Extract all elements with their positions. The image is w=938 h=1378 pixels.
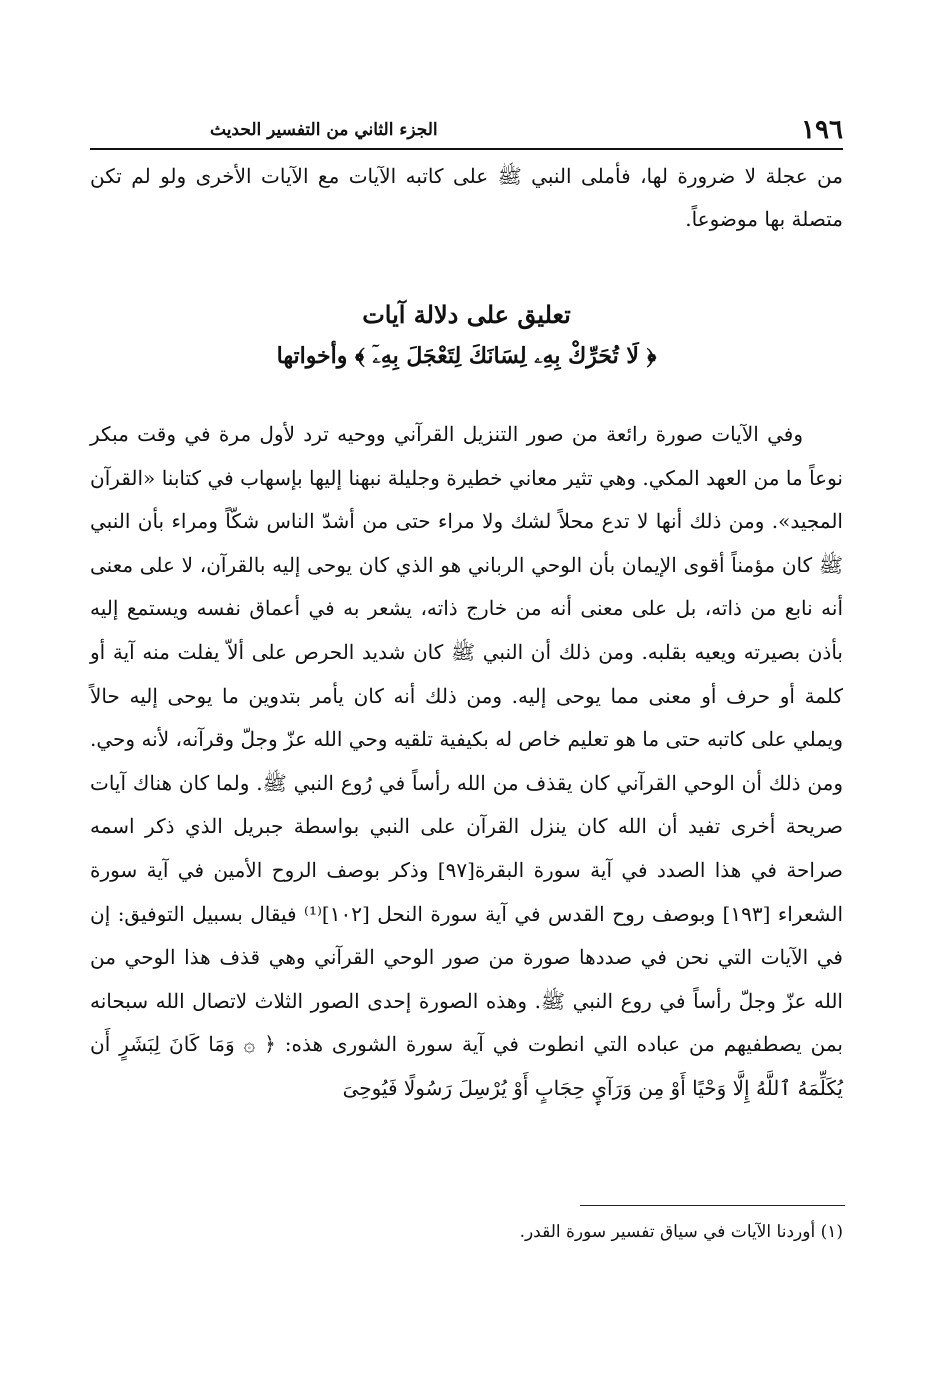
page-number: ١٩٦ bbox=[801, 115, 843, 145]
footnote-divider bbox=[580, 1205, 845, 1206]
body-paragraph: وفي الآيات صورة رائعة من صور التنزيل القرآني ووحيه ترد لأول مرة في وقت مبكر نوعاً ما من العهد المكي. وهي تثير معاني خطيرة وجليلة نبهنا إليها بإسهاب في كتابنا «القرآن المجيد». ومن ذلك أنها لا تدع محلاً لشك ولا مراء حتى من أشدّ الناس شكّاً ومراء بأن النبي ﷺ كان مؤمناً أقوى الإيمان بأن الوحي الرباني هو الذي كان يوحى إليه بالقرآن، لا على معنى أنه نابع من ذاته، بل على معنى أنه من خارج ذاته، يشعر به في أعماق نفسه ويستمع إليه بأذن بصيرته ويعيه بقلبه. ومن ذلك أن النبي ﷺ كان شديد الحرص على ألاّ يفلت منه آية أو كلمة أو حرف أو معنى مما يوحى إليه. ومن ذلك أنه كان يأمر بتدوين ما يوحى إليه حالاً ويملي على كاتبه حتى ما هو تعليم خاص له بكيفية تلقيه وحي الله عزّ وجلّ وقرآنه، لأنه وحي. ومن ذلك أن الوحي القرآني كان يقذف من الله رأساً في رُوع النبي ﷺ. ولما كان هناك آيات صريحة أخرى تفيد أن الله كان ينزل القرآن على النبي بواسطة جبريل الذي ذكر اسمه صراحة في هذا الصدد في آية سورة البقرة[٩٧] وذكر بوصف الروح الأمين في آية سورة الشعراء [١٩٣] وبوصف روح القدس في آية سورة النحل [١٠٢]⁽¹⁾ فيقال بسبيل التوفيق: إن في الآيات التي نحن في صددها صورة من صور الوحي القرآني وهي قذف هذا الوحي من الله عزّ وجلّ رأساً في روع النبي ﷺ. وهذه الصورة إحدى الصور الثلاث لاتصال الله سبحانه بمن يصطفيهم من عباده التي انطوت في آية سورة الشورى هذه: ﴿ ۞ وَمَا كَانَ لِبَشَرٍ أَن يُكَلِّمَهُ ٱللَّهُ إِلَّا وَحْيًا أَوْ مِن وَرَآيِٕ حِجَابٍ أَوْ يُرْسِلَ رَسُولًا فَيُوحِىَ bbox=[90, 422, 843, 1100]
running-title: الجزء الثاني من التفسير الحديث bbox=[210, 120, 438, 140]
body-section bbox=[90, 413, 843, 1111]
section-title: تعليق على دلالة آيات bbox=[362, 300, 571, 329]
intro-paragraph: من عجلة لا ضرورة لها، فأملى النبي ﷺ على كاتبه الآيات مع الآيات الأخرى ولو لم تكن متصلة بها موضوعاً. bbox=[90, 164, 843, 231]
page-header bbox=[90, 112, 843, 150]
section-subtitle: ﴿ لَا تُحَرِّكْ بِهِۦ لِسَانَكَ لِتَعْجَلَ بِهِۦٓ ﴾ وأخواتها bbox=[276, 343, 657, 369]
footnote: (١) أوردنا الآيات في سياق تفسير سورة القدر. bbox=[519, 1222, 843, 1242]
